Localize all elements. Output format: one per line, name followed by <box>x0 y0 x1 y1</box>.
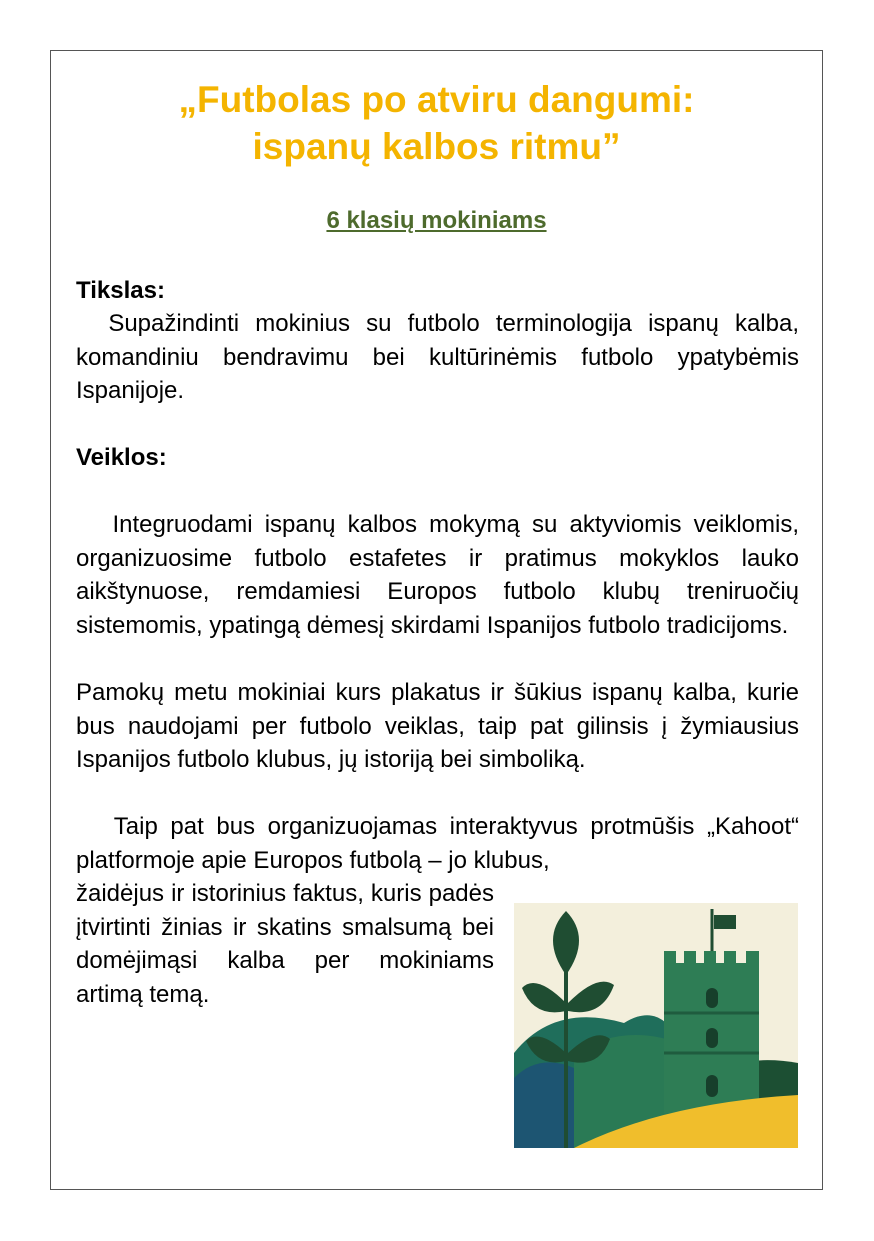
activities-paragraph-2: Pamokų metu mokiniai kurs plakatus ir šūkius ispanų kalba, kurie bus naudojami per futbolo veiklas, taip pat gilinsis į žymiausius Ispanijos futbolo klubus, jų istoriją bei simboliką. <box>76 679 799 774</box>
goal-text: Supažindinti mokinius su futbolo terminologija ispanų kalba, komandiniu bendravimu bei kultūrinėmis futbolo ypatybėmis Ispanijoje. <box>76 310 799 405</box>
document-title <box>50 76 823 170</box>
title-line-1: „Futbolas po atviru dangumi: <box>178 79 695 120</box>
activities-paragraph-1: Integruodami ispanų kalbos mokymą su aktyviomis veiklomis, organizuosime futbolo estafetes ir pratimus mokyklos lauko aikštynuose, remdamiesi Europos futbolo klubų treniruočių sistemomis, ypatingą dėmesį skirdami Ispanijos futbolo tradicijoms. <box>76 511 799 640</box>
tower-and-plant-icon <box>514 903 798 1148</box>
activities-paragraph-3: Taip pat bus organizuojamas interaktyvus protmūšis „Kahoot“ platformoje apie Europos futbolą – jo klubus, <box>76 813 799 874</box>
goal-heading: Tikslas: <box>76 277 165 304</box>
document-subtitle: 6 klasių mokiniams <box>326 207 547 234</box>
activities-heading: Veiklos: <box>76 444 167 471</box>
activities-paragraph-3-continued: žaidėjus ir istorinius faktus, kuris padės įtvirtinti žinias ir skatins smalsumą bei domėjimąsi kalba per mokiniams artimą temą. <box>76 880 494 1009</box>
title-line-2: ispanų kalbos ritmu” <box>252 126 621 167</box>
hill-blue <box>514 1062 584 1148</box>
